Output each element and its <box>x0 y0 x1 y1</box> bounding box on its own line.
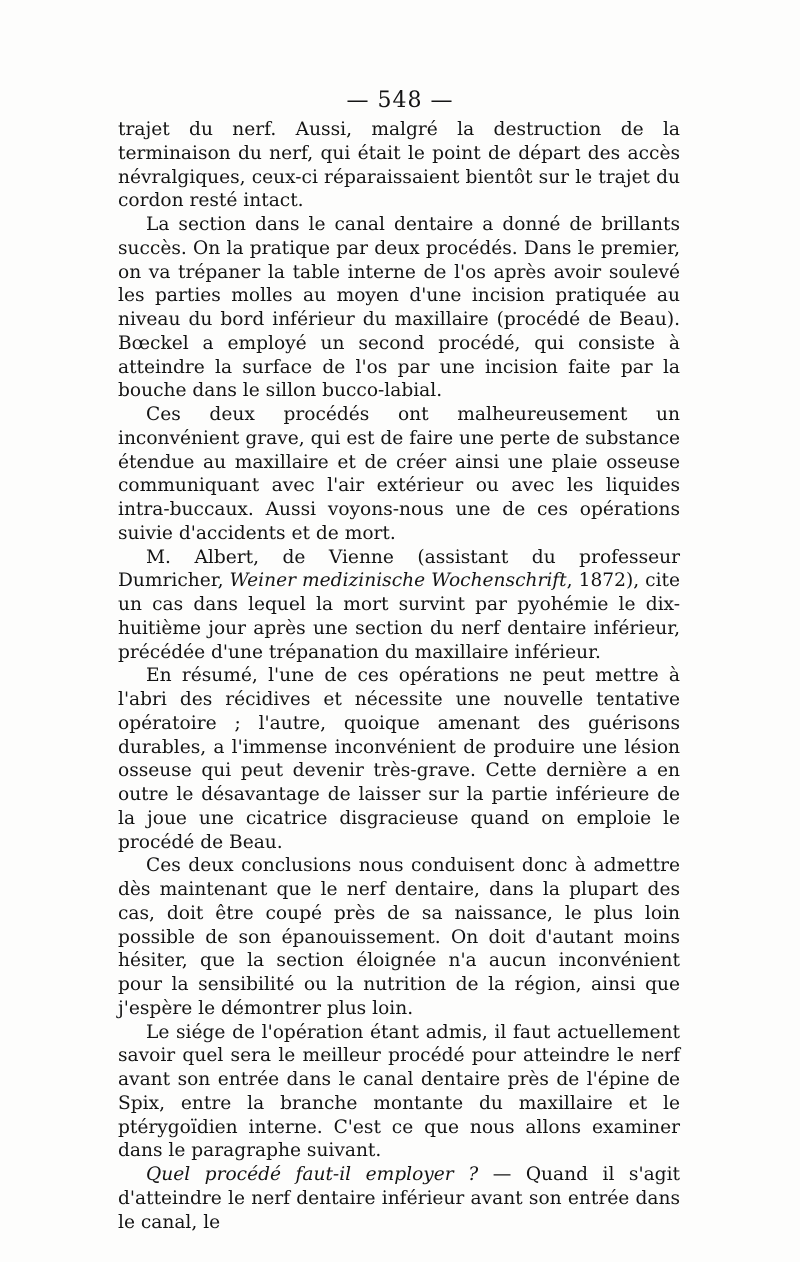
paragraph-4 <box>118 546 680 665</box>
paragraph-6: Ces deux conclusions nous conduisent donc à admettre dès maintenant que le nerf dentaire, dans la plupart des cas, doit être coupé près de sa naissance, le plus loin possible de son épanouissement. On doit d'autant moins hésiter, que la section éloignée n'a aucun inconvénient pour la sensibilité ou la nutrition de la région, ainsi que j'espère le démontrer plus loin. <box>118 855 680 1019</box>
paragraph-7: Le siége de l'opération étant admis, il faut actuellement savoir quel sera le meilleur procédé pour atteindre le nerf avant son entrée dans le canal dentaire près de l'épine de Spix, entre la branche montante du maxillaire et le ptérygoïdien interne. C'est ce que nous allons examiner dans le paragraphe suivant. <box>118 1021 680 1162</box>
body-text <box>118 118 680 1234</box>
page-number: — 548 — <box>346 88 454 113</box>
paragraph-3: Ces deux procédés ont malheureusement un inconvénient grave, qui est de faire une perte de substance étendue au maxillaire et de créer ainsi une plaie osseuse communiquant avec l'air extérieur ou avec les liquides intra-buccaux. Aussi voyons-nous une de ces opérations suivie d'accidents et de mort. <box>118 404 680 544</box>
paragraph-5: En résumé, l'une de ces opérations ne peut mettre à l'abri des récidives et nécessite une nouvelle tentative opératoire ; l'autre, quoique amenant des guérisons durables, a l'immense inconvénient de produire une lésion osseuse qui peut devenir très-grave. Cette dernière a en outre le désavantage de laisser sur la partie inférieure de la joue une cicatrice disgracieuse quand on emploie le procédé de Beau. <box>118 665 680 853</box>
paragraph-8-text: — Quand il s'agit d'atteindre le nerf dentaire inférieur avant son entrée dans le canal, le <box>118 1164 680 1233</box>
paragraph-1: trajet du nerf. Aussi, malgré la destruction de la terminaison du nerf, qui était le point de départ des accès névralgiques, ceux-ci réparaissaient bientôt sur le trajet du cordon resté intact. <box>118 119 680 212</box>
paragraph-8 <box>118 1163 680 1234</box>
paragraph-4-end: , 1872), cite un cas dans lequel la mort survint par pyohémie le dix-huitième jour après une section du nerf dentaire inférieur, précédée d'une trépanation du maxillaire inférieur. <box>118 570 680 663</box>
section-heading: Quel procédé faut-il employer ? <box>146 1164 479 1185</box>
journal-title: Weiner medizinische Wochenschrift <box>229 570 567 592</box>
paragraph-4-start: M. Albert, de Vienne (assistant du professeur Dumricher, <box>118 546 680 592</box>
paragraph-2: La section dans le canal dentaire a donné de brillants succès. On la pratique par deux procédés. Dans le premier, on va trépaner la table interne de l'os après avoir soulevé les parties molles au moyen d'une incision pratiquée au niveau du bord inférieur du maxillaire (procédé de Beau). Bœckel a employé un second procédé, qui consiste à atteindre la surface de l'os par une incision faite par la bouche dans le sillon bucco-labial. <box>118 214 680 402</box>
